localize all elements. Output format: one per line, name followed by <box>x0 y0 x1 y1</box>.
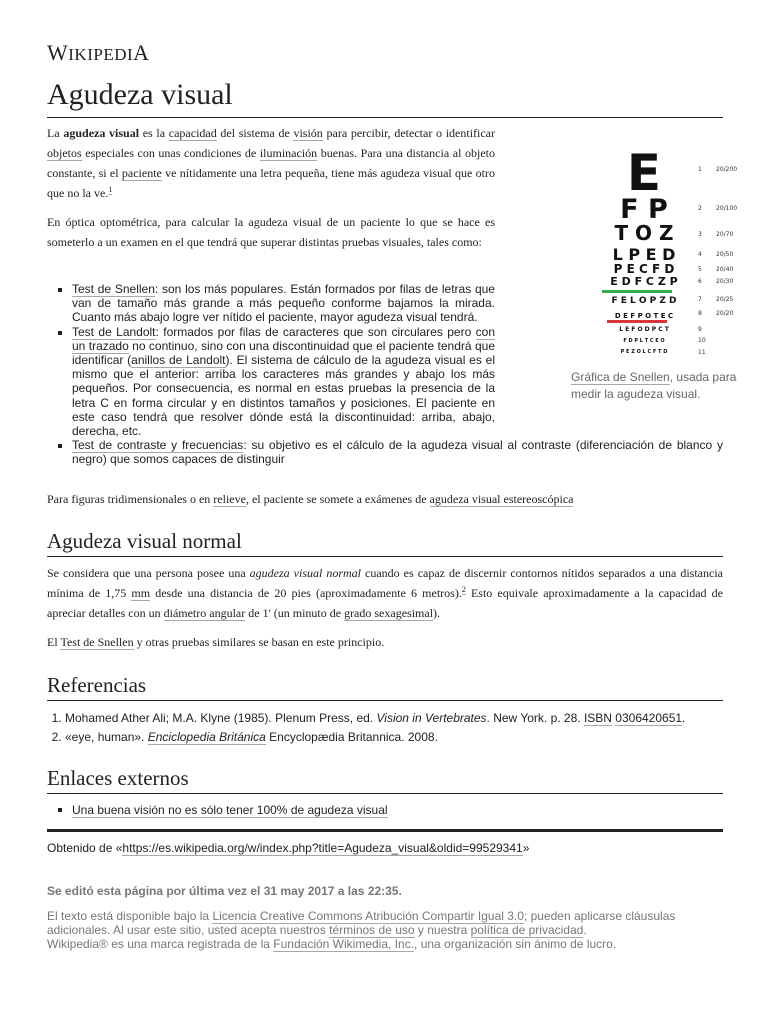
snellen-row-number: 4 <box>698 251 702 258</box>
snellen-row-ratio: 20/100 <box>716 205 738 212</box>
link-anillos-landolt[interactable]: anillos de Landolt <box>131 353 226 368</box>
normal-paragraph: Se considera que una persona posee una agudeza visual normal cuando es capaz de discernir contornos nítidos separados a una distancia mínima de 1,75 mm desde una distancia de 20 pies (aproximadamente 6 metros).$^2$ Esto equivale aproximadamente a la capacidad de apreciar detalles con un diámetro angular de 1' (un minuto de grado sexagesimal). <box>47 566 723 620</box>
link-isbn[interactable]: ISBN <box>583 711 612 725</box>
snellen-row-ratio: 20/70 <box>716 231 734 238</box>
wordmark-letter: W <box>47 40 69 65</box>
wordmark-middle: IKIPEDI <box>68 45 134 64</box>
link-test-landolt[interactable]: Test de Landolt <box>72 324 156 339</box>
snellen-row-number: 10 <box>698 337 706 344</box>
link-grado-sexagesimal[interactable]: grado sexagesimal <box>344 606 434 620</box>
external-link[interactable]: Una buena visión no es sólo tener 100% de agudeza visual <box>72 803 388 817</box>
link-mm[interactable]: mm <box>131 586 151 600</box>
term-bold: agudeza visual <box>63 126 140 140</box>
link-diametro-angular[interactable]: diámetro angular <box>163 606 246 620</box>
snellen-row-ratio: 20/25 <box>716 296 734 303</box>
link-grafica-snellen[interactable]: Gráfica de Snellen <box>571 370 670 384</box>
snellen-row-number: 11 <box>698 349 706 356</box>
link-license[interactable]: Licencia Creative Commons Atribución Compartir Igual 3.0 <box>212 909 524 923</box>
reference-item: 2. «eye, human». Enciclopedia Británica Encyclopædia Britannica. 2008. <box>65 728 685 747</box>
link-objetos[interactable]: objetos <box>47 146 82 160</box>
snellen-row-letters: E <box>626 144 662 202</box>
link-foundation[interactable]: Fundación Wikimedia, Inc. <box>273 937 415 951</box>
snellen-row-number: 5 <box>698 266 702 273</box>
snellen-row-letters: L P E D <box>612 245 676 264</box>
ref-superscript-1[interactable]: 1 <box>108 185 113 194</box>
link-test-snellen-2[interactable]: Test de Snellen <box>60 635 134 649</box>
section-heading-refs: Referencias <box>47 671 723 701</box>
references-list <box>47 709 685 747</box>
external-links-list <box>47 802 388 818</box>
snellen-row-number: 8 <box>698 310 702 317</box>
page-title: Agudeza visual <box>47 75 723 118</box>
snellen-row-letters: P E Z O L C F T D <box>620 349 668 355</box>
snellen-row-letters: E D F C Z P <box>610 275 678 288</box>
snellen-row-letters: F E L O P Z D <box>611 296 677 306</box>
snellen-figure <box>571 136 768 403</box>
figure-caption: Gráfica de Snellen, usada para medir la agudeza visual. <box>571 370 737 401</box>
snellen-row-ratio: 20/30 <box>716 278 734 285</box>
list-item: Test de Landolt: formados por filas de caracteres que son circulares pero con un trazado no continuo, sino con una discontinuidad que el paciente tendrá que identificar (anillos de Landolt). El sistema de cálculo de la agudeza visual es el mismo que el anterior: arriba los caracteres más grandes y abajo los más pequeños. Por consecuencia, es normal en estas pruebas la presencia de la letra C en forma circular y en distintos tamaños y posiciones. El paciente en este caso tendrá que resolver dónde está la discontinuidad: arriba, abajo, derecha, etc. <box>47 325 495 439</box>
list-item <box>47 802 388 818</box>
snellen-row-letters: T O Z <box>614 221 674 245</box>
wikipedia-wordmark[interactable] <box>47 40 150 66</box>
intro2-paragraph: En óptica optométrica, para calcular la agudeza visual de un paciente lo que se hace es someterlo a un examen en el que tendrá que superar distintas pruebas visuales, tales como: <box>47 215 495 249</box>
snellen-row-ratio: 20/40 <box>716 266 734 273</box>
list-item: Test de contraste y frecuencias: su objetivo es el cálculo de la agudeza visual al contraste (diferenciación de blanco y negro) que somos capaces de distinguir <box>47 438 723 466</box>
snellen-red-line <box>607 320 667 323</box>
section-heading-normal: Agudeza visual normal <box>47 527 723 557</box>
footer-divider <box>47 829 723 832</box>
section-heading-links: Enlaces externos <box>47 764 723 794</box>
snellen-row-letters: F P <box>620 194 668 225</box>
reference-item: 1. Mohamed Ather Ali; M.A. Klyne (1985). Plenum Press, ed. Vision in Vertebrates. New York. p. 28. ISBN 0306420651. <box>65 709 685 728</box>
link-trazado[interactable]: con un trazado <box>72 324 495 353</box>
snellen-row-number: 3 <box>698 231 702 238</box>
snellen-row-number: 1 <box>698 166 702 173</box>
snellen-row-letters: D E F P O T E C <box>614 312 674 320</box>
link-relieve[interactable]: relieve <box>213 492 246 506</box>
link-privacy[interactable]: política de privacidad <box>470 923 584 937</box>
snellen-row-letters: L E F O D P C T <box>619 326 669 333</box>
link-permalink[interactable]: https://es.wikipedia.org/w/index.php?title=Agudeza_visual&oldid=99529341 <box>122 841 523 855</box>
link-agudeza-estereoscopica[interactable]: agudeza visual estereoscópica <box>429 492 574 506</box>
last-edited: Se editó esta página por última vez el 31 may 2017 a las 22:35. <box>47 884 402 898</box>
link-paciente[interactable]: paciente <box>121 166 162 180</box>
link-isbn-number[interactable]: 0306420651 <box>615 711 683 725</box>
snellen-green-line <box>602 290 672 293</box>
license-text: El texto está disponible bajo la Licencia Creative Commons Atribución Compartir Igual 3.0; pueden aplicarse cláusulas adicionales. Al usar este sitio, usted acepta nuestros términos de uso y nuestra política de privacidad. Wikipedia® es una marca registrada de la Fundación Wikimedia, Inc., una organización sin ánimo de lucro. <box>47 909 676 951</box>
snellen-row-number: 9 <box>698 326 702 333</box>
link-test-contraste[interactable]: Test de contraste y frecuencias <box>72 438 244 453</box>
snellen-row-letters: F D P L T C E O <box>623 338 665 344</box>
link-capacidad[interactable]: capacidad <box>168 126 217 140</box>
wordmark-letter-end: A <box>133 40 150 65</box>
link-test-snellen[interactable]: Test de Snellen <box>72 282 155 296</box>
snellen-row-number: 2 <box>698 205 702 212</box>
snellen-paragraph: El Test de Snellen y otras pruebas similares se basan en este principio. <box>47 635 385 649</box>
snellen-chart-image[interactable] <box>571 136 768 358</box>
ref-superscript-2[interactable]: 2 <box>461 585 466 594</box>
snellen-row-letters: P E C F D <box>613 262 675 276</box>
list-item: Test de Snellen: son los más populares. Están formados por filas de letras que van de tamaño más grande a más pequeño conforme bajamos la mirada. Cuanto más abajo logre ver nítido el paciente, mayor agudeza visual tendrá. <box>47 282 495 325</box>
link-vision[interactable]: visión <box>293 126 323 140</box>
snellen-row-ratio: 20/200 <box>716 166 738 173</box>
snellen-row-number: 7 <box>698 296 702 303</box>
intro-paragraph: La agudeza visual es la capacidad del sistema de visión para percibir, detectar o identificar objetos especiales con unas condiciones de iluminación buenas. Para una distancia al objeto constante, si el paciente ve nítidamente una letra pequeña, tiene más agudeza visual que otro que no la ve.$^1$ <box>47 126 496 200</box>
snellen-row-number: 6 <box>698 278 702 285</box>
relieve-paragraph: Para figuras tridimensionales o en relieve, el paciente se somete a exámenes de agudeza visual estereoscópica <box>47 492 574 506</box>
snellen-row-ratio: 20/50 <box>716 251 734 258</box>
link-enciclopedia-britanica[interactable]: Enciclopedia Británica <box>147 730 266 744</box>
link-terms[interactable]: términos de uso <box>329 923 415 937</box>
snellen-row-ratio: 20/20 <box>716 310 734 317</box>
retrieved-from: Obtenido de «https://es.wikipedia.org/w/index.php?title=Agudeza_visual&oldid=99529341» <box>47 841 530 855</box>
link-iluminacion[interactable]: iluminación <box>259 146 318 160</box>
